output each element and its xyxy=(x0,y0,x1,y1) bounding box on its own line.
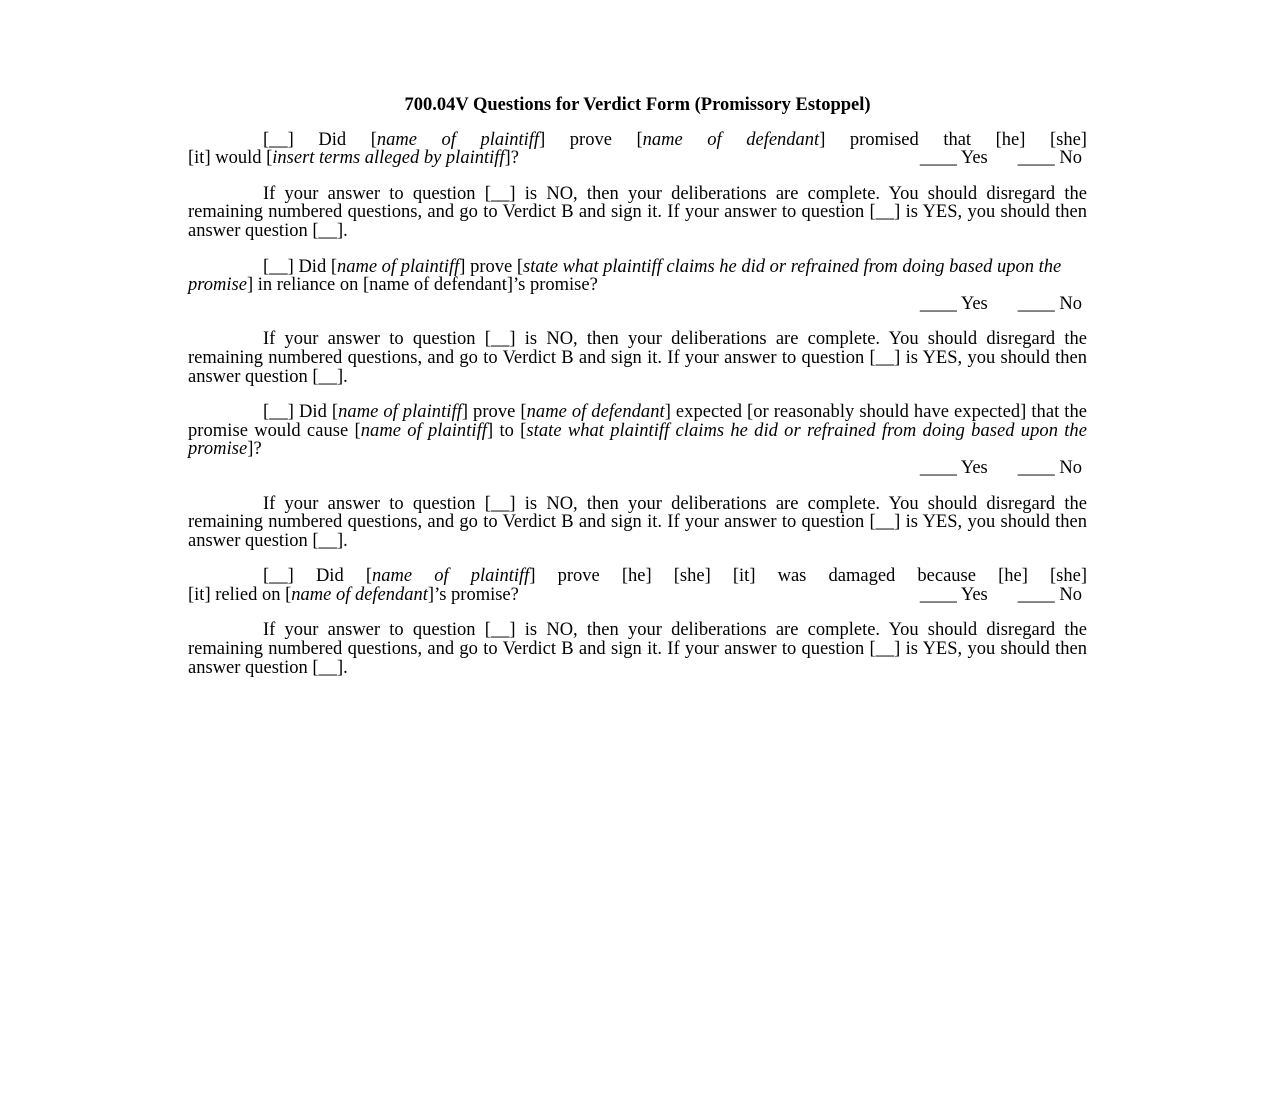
question-2 xyxy=(188,258,1087,314)
document-title: 700.04V Questions for Verdict Form (Promissory Estoppel) xyxy=(404,95,871,115)
yes-no-answer xyxy=(920,459,1087,478)
yes-no-answer xyxy=(920,295,1087,314)
instruction-4: If your answer to question [__] is NO, then your deliberations are complete. You should disregard the remaining numbered questions, and go to Verdict B and sign it. If your answer to question [__] is YES, you should then answer question [__]. xyxy=(188,620,1087,678)
yes-no-answer xyxy=(920,586,1087,605)
no-blank[interactable]: ____ No xyxy=(1017,293,1082,314)
instruction-1: If your answer to question [__] is NO, then your deliberations are complete. You should disregard the remaining numbered questions, and go to Verdict B and sign it. If your answer to question [__] is YES, you should then answer question [__]. xyxy=(188,183,1087,241)
instruction-3: If your answer to question [__] is NO, then your deliberations are complete. You should disregard the remaining numbered questions, and go to Verdict B and sign it. If your answer to question [__] is YES, you should then answer question [__]. xyxy=(188,493,1087,551)
yes-blank[interactable]: ____ Yes xyxy=(919,584,988,605)
question-1 xyxy=(188,131,1087,168)
yes-blank[interactable]: ____ Yes xyxy=(919,457,988,478)
verdict-form-page xyxy=(188,96,1087,694)
question-2-text: [__] Did [name of plaintiff] prove [state what plaintiff claims he did or refrained from doing based upon the promise] in reliance on [name of defendant]’s promise? xyxy=(188,256,1062,296)
no-blank[interactable]: ____ No xyxy=(1017,148,1082,169)
yes-blank[interactable]: ____ Yes xyxy=(919,293,988,314)
no-blank[interactable]: ____ No xyxy=(1017,584,1082,605)
question-4-line-1: [__] Did [name of plaintiff] prove [he] [she] [it] was damaged because [he] [she] xyxy=(263,566,1087,587)
instruction-2: If your answer to question [__] is NO, then your deliberations are complete. You should disregard the remaining numbered questions, and go to Verdict B and sign it. If your answer to question [__] is YES, you should then answer question [__]. xyxy=(188,329,1087,387)
question-4-line-2: [it] relied on [name of defendant]’s promise? ____ Yes ____ No xyxy=(188,586,1087,605)
question-3-text: [__] Did [name of plaintiff] prove [name of defendant] expected [or reasonably should have expected] that the promise would cause [name of plaintiff] to [state what plaintiff claims he did or refrained from doing based upon the promise]? xyxy=(188,402,1088,460)
no-blank[interactable]: ____ No xyxy=(1017,457,1082,478)
yes-blank[interactable]: ____ Yes xyxy=(919,148,988,169)
question-3 xyxy=(188,403,1087,477)
question-1-line-2: [it] would [insert terms alleged by plaintiff]? ____ Yes ____ No xyxy=(188,149,1087,168)
yes-no-answer xyxy=(920,149,1087,168)
question-4 xyxy=(188,567,1087,604)
question-1-line-1: [__] Did [name of plaintiff] prove [name of defendant] promised that [he] [she] xyxy=(263,129,1087,150)
